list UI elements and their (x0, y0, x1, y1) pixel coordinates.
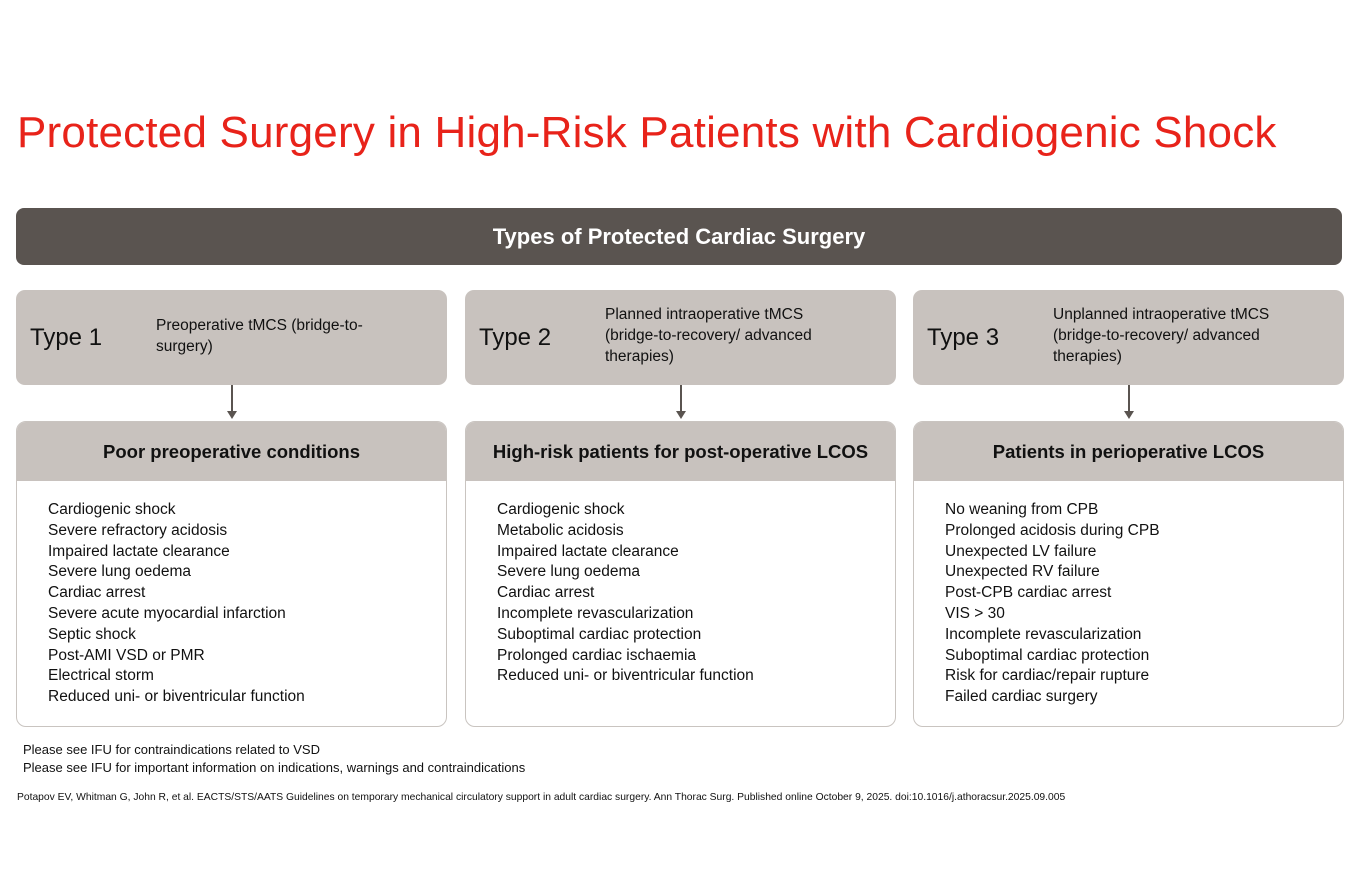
type-2-conditions-header: High-risk patients for post-operative LCOS (466, 422, 895, 481)
condition-item: Post-AMI VSD or PMR (48, 646, 205, 664)
type-2-description: Planned intraoperative tMCS (bridge-to-recovery/ advanced therapies) (605, 306, 812, 365)
condition-item: Reduced uni- or biventricular function (48, 688, 305, 706)
condition-item: Septic shock (48, 625, 136, 643)
condition-item: Failed cardiac surgery (945, 688, 1098, 706)
type-2-conditions-panel (465, 421, 896, 727)
condition-item: Post-CPB cardiac arrest (945, 584, 1112, 602)
condition-item: Risk for cardiac/repair rupture (945, 667, 1150, 685)
condition-item: Prolonged cardiac ischaemia (497, 646, 697, 664)
condition-item: Incomplete revascularization (945, 625, 1142, 643)
condition-item: VIS > 30 (945, 604, 1005, 622)
type-1-box (16, 290, 447, 385)
footnote-ifu: Please see IFU for important information on indications, warnings and contraindications (23, 759, 526, 775)
footnote-vsd: Please see IFU for contraindications related to VSD (23, 742, 320, 757)
arrow-line (680, 385, 682, 413)
condition-item: Unexpected LV failure (945, 542, 1097, 560)
arrow-down-icon (227, 411, 237, 419)
reference-citation: Potapov EV, Whitman G, John R, et al. EACTS/STS/AATS Guidelines on temporary mechanical circulatory support in adult cardiac surgery. Ann Thorac Surg. Published online October 9, 2025. doi:10.1016/j.athoracsur.2025.09.005 (17, 792, 1066, 803)
type-3-conditions-header: Patients in perioperative LCOS (914, 422, 1343, 481)
condition-item: Metabolic acidosis (497, 521, 624, 539)
type-3-label: Type 3 (927, 323, 1000, 351)
type-2-box (465, 290, 896, 385)
condition-item: Cardiogenic shock (48, 501, 176, 518)
type-2-arrow (465, 385, 896, 421)
condition-item: Reduced uni- or biventricular function (497, 667, 754, 685)
types-banner: Types of Protected Cardiac Surgery (16, 208, 1342, 265)
condition-item: Suboptimal cardiac protection (945, 646, 1150, 664)
type-2-column (465, 290, 896, 727)
type-3-column (913, 290, 1344, 727)
arrow-down-icon (676, 411, 686, 419)
condition-item: Severe lung oedema (48, 563, 192, 581)
type-1-conditions-panel (16, 421, 447, 727)
condition-item: Impaired lactate clearance (497, 542, 679, 560)
type-3-conditions-panel (913, 421, 1344, 727)
type-3-conditions-list (914, 481, 1343, 708)
condition-item: Impaired lactate clearance (48, 542, 230, 560)
arrow-down-icon (1124, 411, 1134, 419)
type-3-description: Unplanned intraoperative tMCS (bridge-to-recovery/ advanced therapies) (1053, 306, 1270, 365)
condition-item: Cardiac arrest (48, 584, 146, 602)
type-2-label: Type 2 (479, 323, 552, 351)
type-1-conditions-header: Poor preoperative conditions (17, 422, 446, 481)
arrow-line (1128, 385, 1130, 413)
arrow-line (231, 385, 233, 413)
condition-item: Cardiogenic shock (497, 501, 625, 518)
condition-item: Unexpected RV failure (945, 563, 1100, 581)
page-title: Protected Surgery in High-Risk Patients with Cardiogenic Shock (17, 108, 1277, 157)
condition-item: Suboptimal cardiac protection (497, 625, 702, 643)
type-3-box (913, 290, 1344, 385)
footnotes (23, 741, 525, 776)
condition-item: Electrical storm (48, 667, 154, 685)
condition-item: No weaning from CPB (945, 501, 1099, 518)
type-1-description: Preoperative tMCS (bridge-to-surgery) (156, 316, 363, 355)
type-1-conditions-list (17, 481, 446, 708)
condition-item: Cardiac arrest (497, 584, 595, 602)
type-1-column (16, 290, 447, 727)
type-2-conditions-list (466, 481, 895, 687)
type-3-arrow (913, 385, 1344, 421)
condition-item: Severe refractory acidosis (48, 521, 228, 539)
condition-item: Prolonged acidosis during CPB (945, 521, 1160, 539)
type-1-arrow (16, 385, 447, 421)
condition-item: Severe lung oedema (497, 563, 641, 581)
type-1-label: Type 1 (30, 323, 103, 351)
condition-item: Incomplete revascularization (497, 604, 694, 622)
condition-item: Severe acute myocardial infarction (48, 604, 286, 622)
